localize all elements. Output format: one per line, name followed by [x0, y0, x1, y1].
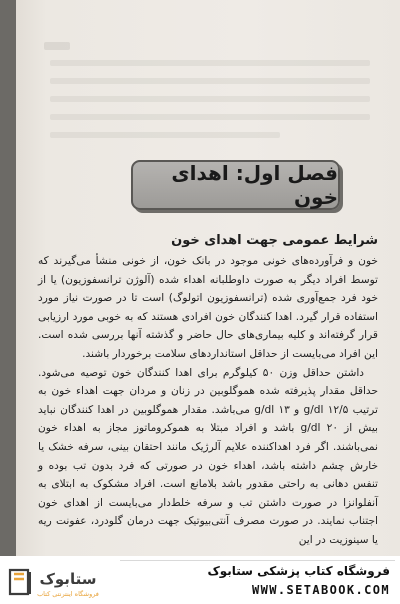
book-page	[16, 0, 400, 556]
show-through-line	[50, 132, 280, 138]
store-footer	[0, 556, 400, 604]
logo-tagline: فروشگاه اینترنتی کتاب	[37, 590, 99, 598]
show-through-line	[50, 114, 370, 120]
paragraph: خون و فرآورده‌های خونی موجود در بانک خون، از خونی منشأ می‌گیرند که توسط افراد دیگر به صورت داوطلبانه اهداء شده (آلوژن ترانسفوزیون) یا از خود فرد جمع‌آوری شده (ترانسفوزیون اتولوگ) است تا در صورت نیاز مورد استفاده قرار گیرد. اهدا کنندگان خون افرادی هستند که به خوبی مورد ارزیابی قرار گرفته‌اند و کلیه بیماری‌های حال حاضر و گذشته آنها بررسی شده است. این افراد می‌بایست از حداقل استانداردهای سلامت برخوردار باشند.	[38, 255, 378, 360]
section-title: شرایط عمومی جهت اهدای خون	[171, 233, 378, 248]
body-text	[38, 252, 378, 550]
setabook-book-logo-icon	[6, 564, 102, 600]
show-through-line	[50, 60, 370, 66]
faded-page-number	[44, 42, 70, 50]
show-through-line	[50, 78, 370, 84]
chapter-heading-box	[131, 160, 340, 210]
chapter-title: فصل اول: اهدای خون	[171, 161, 338, 209]
show-through-line	[50, 96, 370, 102]
store-name: فروشگاه کتاب پزشکی ستابوک	[207, 564, 390, 578]
logo-wordmark: ستابوک	[39, 570, 97, 588]
footer-divider	[120, 560, 395, 561]
paragraph: داشتن حداقل وزن ۵۰ کیلوگرم برای اهدا کنندگان خون توصیه می‌شود. حداقل مقدار پذیرفته شده هموگلوبین در زنان و مردان جهت اهداء خون به ترتیب ۱۲/۵ g/dl و ۱۳ g/dl می‌باشد. مقدار هموگلوبین در اهدا کنندگان نباید بیش از ۲۰ g/dl باشد و افراد مبتلا به هموکروماتوز مجاز به اهداء خون نمی‌باشند. اگر فرد اهداکننده علایم آلرژیک مانند احتقان بینی، سرفه خشک یا خارش چشم داشته باشد، اهداء خون در صورتی که فرد بدون تب بوده و تنفس دهانی به راحتی مقدور باشد بلامانع است. افراد مشکوک به ابتلای به آنفلوانزا در صورت داشتن تب و سرفه خلط‌دار می‌بایست از اهدای خون اجتناب نمایند. در صورت مصرف آنتی‌بیوتیک جهت درمان گلودرد، عفونت ریه یا سینوزیت در این	[38, 366, 378, 546]
store-url-link[interactable]: WWW.SETABOOK.COM	[252, 583, 390, 597]
